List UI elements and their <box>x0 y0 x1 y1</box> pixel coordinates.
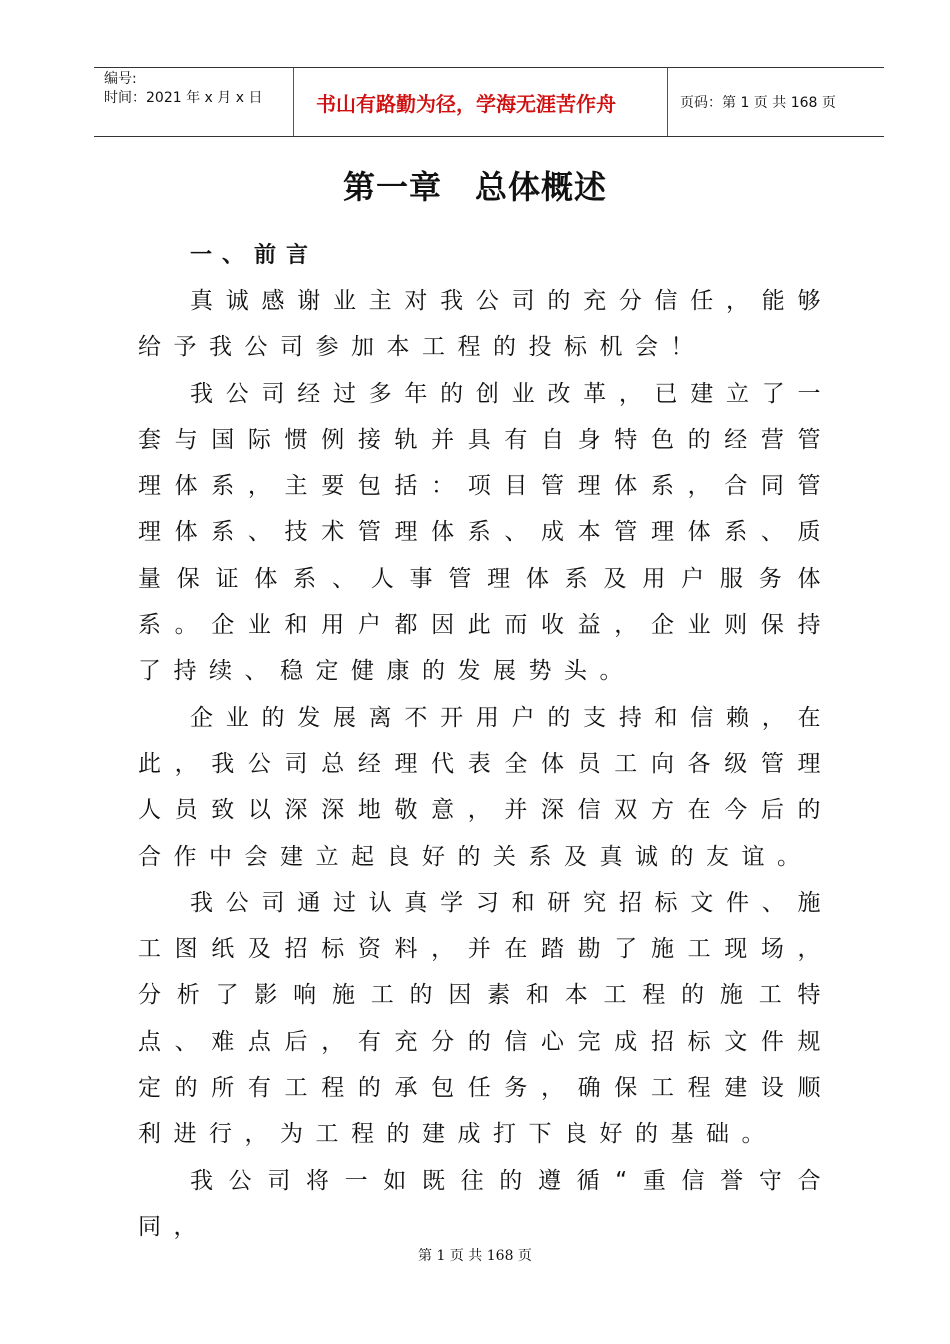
paragraph: 我公司将一如既往的遵循“重信誉守合同， <box>138 1167 833 1240</box>
paragraph: 企业的发展离不开用户的支持和信赖，在此，我公司总经理代表全体员工向各级管理人员致以深深地敬意，并深信双方在今后的合作中会建立起良好的关系及真诚的友谊。 <box>138 704 833 870</box>
footer-page-number: 第 1 页 共 168 页 <box>418 1248 532 1264</box>
paragraph: 我公司经过多年的创业改革，已建立了一套与国际惯例接轨并具有自身特色的经营管理体系，主要包括：项目管理体系，合同管理体系、技术管理体系、成本管理体系、质量保证体系、人事管理体系及用户服务体系。企业和用户都因此而收益，企业则保持了持续、稳定健康的发展势头。 <box>138 380 833 685</box>
paragraph: 我公司通过认真学习和研究招标文件、施工图纸及招标资料，并在踏勘了施工现场，分析了影响施工的因素和本工程的施工特点、难点后，有充分的信心完成招标文件规定的所有工程的承包任务，确保工程建设顺利进行，为工程的建成打下良好的基础。 <box>138 889 833 1148</box>
body-text <box>138 278 833 1250</box>
page-footer <box>0 1245 950 1265</box>
chapter-title-text: 第一章 总体概述 <box>342 168 607 206</box>
serial-label: 编号: <box>104 71 137 87</box>
section-heading: 一、前言 <box>190 243 319 268</box>
paragraph: 真诚感谢业主对我公司的充分信任，能够给予我公司参加本工程的投标机会！ <box>138 288 833 361</box>
header-page-info: 页码：第 1 页 共 168 页 <box>680 95 836 111</box>
document-header <box>94 67 884 137</box>
motto-text: 书山有路勤为径，学海无涯苦作舟 <box>316 91 616 116</box>
chapter-title <box>0 162 950 208</box>
header-meta-cell <box>94 68 294 136</box>
time-label: 时间：2021 年 x 月 x 日 <box>104 90 263 106</box>
header-motto-cell <box>294 68 668 136</box>
header-page-cell <box>668 68 884 136</box>
